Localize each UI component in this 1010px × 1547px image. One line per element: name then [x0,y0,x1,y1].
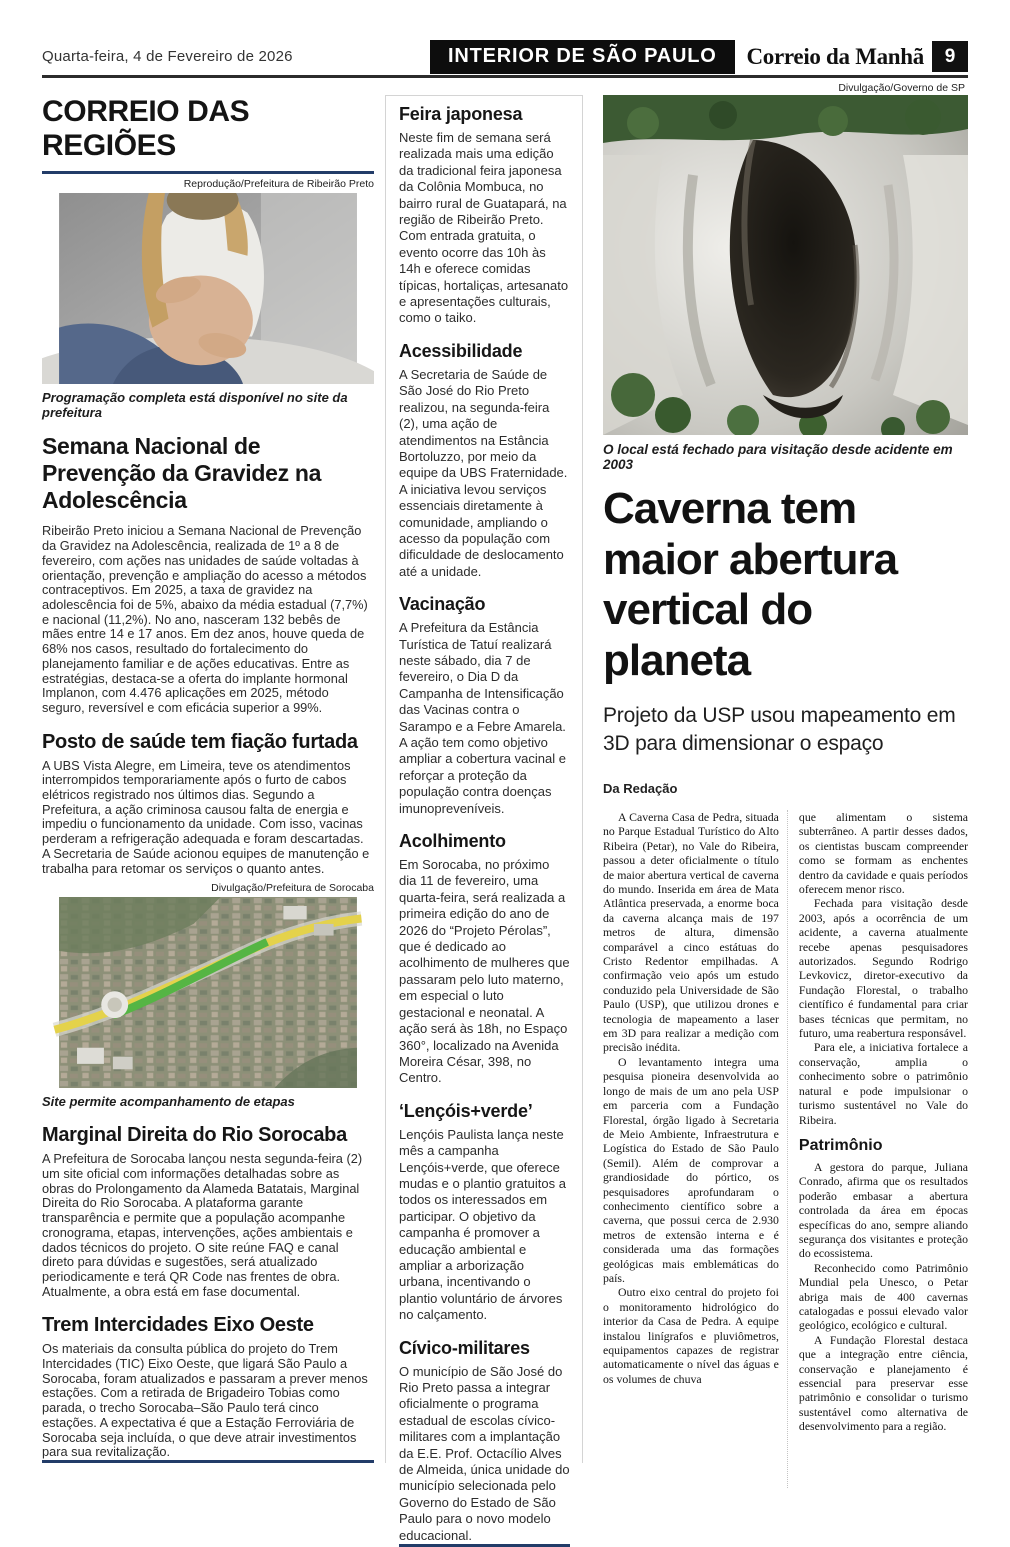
aerial-map-photo [42,897,374,1088]
feature-column-1 [603,810,779,1488]
feature-column-2 [787,810,968,1488]
feature-paragraph: O levantamento integra uma pesquisa pioneira desenvolvida ao longo de mais de um ano pela USP em parceria com a Fundação Florestal, órgão ligado à Secretaria de Meio Ambiente, Infraestrutura e Logística do Estado de São Paulo (Semil). Além de comprovar a grandiosidade do pórtico, os pesquisadores aprofundaram o conhecimento científico sobre a caverna, que possui cerca de 2.930 metros de extensão interna e é considerada uma das formações geológicas mais emblemáticas do país. [603,1054,779,1285]
feature-paragraph: A Caverna Casa de Pedra, situada no Parque Estadual Turístico do Alto Ribeira (Petar), no Vale do Ribeira, passou a deter oficialmente o título de maior abertura vertical de caverna do mundo. Inserida em área de Mata Atlântica preservada, a enorme boca da caverna alcança mais de 197 metros de altura, dimensão comparável a cinco estátuas do Cristo Redentor empilhadas. A confirmação veio após um estudo conduzido pela Universidade de São Paulo (USP), que utilizou drones e tecnologia de mapeamento a laser em 3D para realizar a medição com precisão inédita. [603,809,779,1055]
pregnancy-photo-credit: Reprodução/Prefeitura de Ribeirão Preto [183,178,374,190]
cave-photo-caption: O local está fechado para visitação desde acidente em 2003 [603,442,953,472]
brief-body-acessibilidade: A Secretaria de Saúde de São José do Rio Preto realizou, na segunda-feira (2), uma ação de atendimentos na Estância Bortoluzzo, por meio da equipe da UBS Fraternidade. A iniciativa levou serviços essenciais diretamente à comunidade, ampliando o acesso da população com dificuldade de deslocamento até a unidade. [399,366,568,579]
article-body-gravidez: Ribeirão Preto iniciou a Semana Nacional de Prevenção da Gravidez na Adolescência, realizada de 1º a 8 de fevereiro, com ações nas unidades de saúde voltadas à orientação, prevenção e ampliação do acesso a métodos contraceptivos. Em 2025, a taxa de gravidez na adolescência foi de 5%, abaixo da média estadual (7,7%) e nacional (11,2%). No ano, nasceram 132 bebês de mães entre 14 e 17 anos. Em dez anos, houve queda de 68% nos casos, resultado do fortalecimento do planejamento familiar e de ações educativas. Entre as estratégias, destaca-se a oferta do implante hormonal Implanon, com 4.476 aplicações em 2025, método seguro, reversível e com eficácia superior a 99%. [42,523,368,715]
newspaper-masthead: Correio da Manhã [746,43,924,69]
brief-title-acessibilidade: Acessibilidade [399,340,523,361]
brief-title-vacinacao: Vacinação [399,594,486,615]
feature-paragraph: Reconhecido como Patrimônio Mundial pela Unesco, o Petar abriga mais de 400 cavernas catalogadas e possui elevado valor geológico, ecológico e cultural. [798,1260,968,1333]
left-column-bottom-rule [42,1460,374,1463]
regions-column [42,95,374,1463]
page-number: 9 [932,41,968,72]
article-headline-trem: Trem Intercidades Eixo Oeste [42,1314,314,1337]
regions-section-title: CORREIO DAS REGIÕES [42,95,374,174]
brief-title-feira: Feira japonesa [399,104,523,124]
brief-title-civico: Cívico-militares [399,1337,530,1358]
brief-title-acolhimento: Acolhimento [399,831,506,852]
edition-date: Quarta-feira, 4 de Fevereiro de 2026 [42,48,293,65]
feature-subhead-patrimonio: Patrimônio [798,1136,883,1154]
feature-paragraph: Para ele, a iniciativa fortalece a conservação, amplia o conhecimento sobre o patrimônio natural e pode impulsionar o turismo sustentável no Vale do Ribeira. [798,1040,968,1127]
feature-deck: Projeto da USP usou mapeamento em 3D para dimensionar o espaço [603,704,956,755]
content-columns [42,95,968,1543]
brief-body-acolhimento: Em Sorocaba, no próximo dia 11 de fevereiro, uma quarta-feira, será realizada a primeira edição do ano de 2026 do “Projeto Pérolas”, que é dedicado ao acolhimento de mulheres que passaram pelo luto materno, em especial o luto gestacional e neonatal. A ação será às 18h, no Espaço 360°, localizado na Avenida Moreira César, 398, no Centro. [399,857,570,1086]
brief-body-vacinacao: A Prefeitura da Estância Turística de Tatuí realizará neste sábado, dia 7 de fevereiro, o Dia D da Campanha de Intensificação das Vacinas contra o Sarampo e a Febre Amarela. A ação tem como objetivo ampliar a cobertura vacinal e reforçar a proteção da população contra doenças imunopreveníveis. [399,620,566,816]
masthead-group [747,41,969,72]
feature-paragraph: que alimentam o sistema subterrâneo. A partir desses dados, os cientistas buscam compreender como se formam as enchentes dentro da cavidade e quais períodos oferecem menor risco. [798,809,968,896]
feature-headline: Caverna tem maior abertura vertical do planeta [603,484,898,685]
cave-photo-credit: Divulgação/Governo de SP [838,82,965,94]
brief-body-civico: O município de São José do Rio Preto passa a integrar oficialmente o programa estadual de escolas cívico-militares com a implantação da E.E. Prof. Octacílio Alves de Almeida, única unidade do município selecionada pelo Governo do Estado de São Paulo para o novo modelo educacional. [399,1363,570,1543]
article-headline-gravidez: Semana Nacional de Prevenção da Gravidez na Adolescência [42,433,322,514]
article-body-trem: Os materiais da consulta pública do projeto do Trem Intercidades (TIC) Eixo Oeste, que ligará São Paulo a Sorocaba, foram atualizados e passaram a prever menos estações. Com a retirada de Brigadeiro Tobias como parada, o trecho Sorocaba–São Paulo terá cinco estações. A expectativa é que a Estação Ferroviária de Sorocaba seja incluída, o que deve atrair investimentos para sua revitalização. [42,1341,368,1460]
brief-body-lencois: Lençóis Paulista lança neste mês a campanha Lençóis+verde, que oferece mudas e o plantio gratuitos a todos os interessados em participar. O objetivo da campanha é promover a educação ambiental e ampliar a arborização urbana, incentivando o plantio voluntário de árvores no calçamento. [399,1126,566,1323]
feature-paragraph: Fechada para visitação desde 2003, após a ocorrência de um acidente, a caverna atualmente recebe apenas pesquisadores autorizados. Segundo Rodrigo Levkovicz, diretor-executivo da Fundação Florestal, o trabalho científico é fundamental para criar bases técnicas que permitam, no futuro, uma reabertura responsável. [798,896,968,1041]
feature-body [603,810,968,1488]
page-header [42,40,968,78]
article-body-marginal: A Prefeitura de Sorocaba lançou nesta segunda-feira (2) um site oficial com informações detalhadas sobre as obras do Prolongamento da Alameda Batatais, Marginal Direita do Rio Sorocaba. A plataforma garante transparência e permite que a população acompanhe cronograma, etapas, intervenções, ações ambientais e dados técnicos do projeto. O site reúne FAQ e canal direto para dúvidas e sugestões, será atualizado periodicamente e terá QR Code nas frentes de obra. Atualmente, a obra está em fase documental. [42,1151,363,1299]
pregnancy-photo [42,193,374,384]
article-body-fiacao: A UBS Vista Alegre, em Limeira, teve os atendimentos interrompidos temporariamente após o furto de cabos elétricos registrado nos últimos dias. Segundo a Prefeitura, a ação criminosa causou falta de energia e impediu o funcionamento da unidade. Com isso, vacinas perderam a refrigeração adequada e foram descartadas. A Secretaria de Saúde acionou equipes de manutenção e trabalha para retomar os serviços o quanto antes. [42,757,370,876]
aerial-photo-credit: Divulgação/Prefeitura de Sorocaba [211,882,374,895]
brief-body-feira: Neste fim de semana será realizada mais uma edição da tradicional feira japonesa da Colônia Mombuca, no bairro rural de Guatapará, na região de Ribeirão Preto. Com entrada gratuita, o evento ocorre das 10h às 14h e oferece comidas típicas, hortaliças, artesanato e apresentações culturais, como o taiko. [399,130,569,326]
feature-paragraph: A Fundação Florestal destaca que a integração entre ciência, conservação e planejamento é essencial para preservar esse patrimônio e consolidar o turismo sustentável como alternativa de desenvolvimento para a região. [798,1332,968,1434]
feature-paragraph: Outro eixo central do projeto foi o monitoramento hidrológico do interior da Casa de Pedra. A equipe instalou linígrafos e pluviômetros, equipamentos capazes de registrar automaticamente o nível das águas e os volumes de chuva [603,1285,779,1386]
section-banner: INTERIOR DE SÃO PAULO [430,40,735,74]
feature-byline: Da Redação [603,780,678,796]
aerial-photo-caption: Site permite acompanhamento de etapas [42,1094,295,1110]
pregnancy-photo-caption: Programação completa está disponível no site da prefeitura [42,390,348,421]
article-headline-fiacao: Posto de saúde tem fiação furtada [42,730,358,753]
feature-paragraph: A gestora do parque, Juliana Conrado, afirma que os resultados poderão embasar a abertura controlada da área em épocas específicas do ano, sempre aliando segurança dos visitantes e proteção do ecossistema. [798,1159,968,1261]
cave-photo [603,95,968,435]
briefs-column [385,95,583,1543]
article-headline-marginal: Marginal Direita do Rio Sorocaba [42,1124,347,1147]
brief-title-lencois: ‘Lençóis+verde’ [399,1100,533,1121]
feature-article [603,95,968,1468]
